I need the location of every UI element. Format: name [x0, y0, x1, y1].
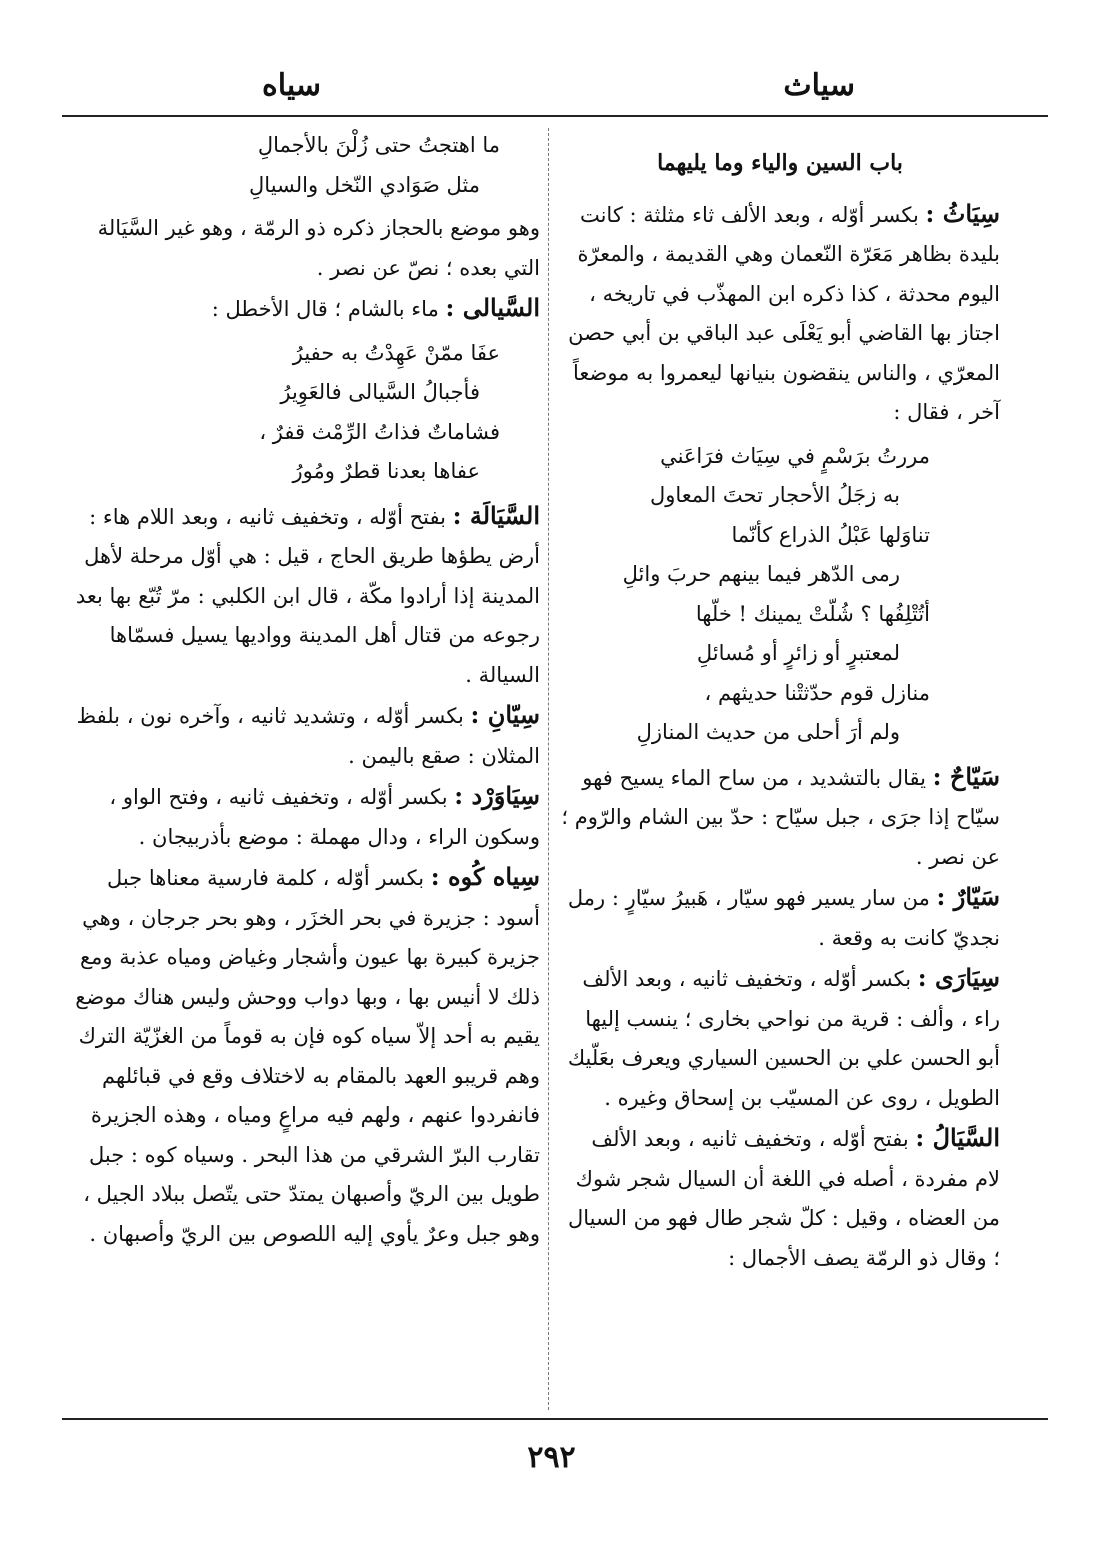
headword: سِياه كُوه :	[430, 862, 540, 891]
headword: سِيَاثُ :	[925, 198, 1000, 228]
verse-line: لمعتبرٍ أو زائرٍ أو مُسائلِ	[696, 641, 900, 665]
bottom-rule	[62, 1418, 1048, 1420]
entry-text: بكسر أوّله ، كلمة فارسية معناها جبل أسود : جزيرة في بحر الخزَر ، وهو بحر جرجان ، وهي جزيرة كبيرة بها عيون وأشجار وغياض ومياه عذبة ومع ذلك لا أنيس بها ، وبها دواب ووحش وليس هناك موضع يقيم به أحد إلاّ سياه كوه فإن به قوماً من الغزّيّة الترك وهم قريبو العهد بالمقام به لاختلاف وقع في قبائلهم فانفردوا عنهم ، ولهم فيه مراعٍ ومياه ، وهذه الجزيرة تقارب البرّ الشرقي من هذا البحر . وسياه كوه : جبل طويل بين الريّ وأصبهان يمتدّ حتى يتّصل ببلاد الجيل ، وهو جبل وعرٌ يأوي إليه اللصوص بين الريّ وأصبهان .	[75, 866, 540, 1246]
entry-al-sayyala	[70, 496, 540, 696]
entry-sayyar	[560, 877, 1000, 958]
verse-block-siyath	[560, 437, 1000, 753]
entry-text: بكسر أوّله ، وتشديد ثانيه ، وآخره نون ، بلفظ المثلان : صقع باليمن .	[76, 704, 540, 768]
page-number: ٢٩٢	[527, 1440, 576, 1475]
entry-siyyan	[70, 695, 540, 776]
verse-block-akhtal	[70, 334, 540, 492]
verse-block-dhu-al-rumma	[70, 126, 540, 205]
headword: سِيَارَى :	[917, 963, 1000, 992]
headword: السَّيالى :	[445, 293, 540, 322]
verse-line: رمى الدّهر فيما بينهم حربَ وائلِ	[622, 562, 900, 586]
column-divider	[548, 128, 549, 1410]
entry-text: بكسر أوّله ، وتخفيف ثانيه ، وفتح الواو ، وسكون الراء ، ودال مهملة : موضع بأذربيجان .	[109, 785, 540, 849]
headword: سَيّاحٌ :	[932, 761, 1000, 791]
entry-text: بكسر أوّله ، وبعد الألف ثاء مثلثة : كانت بليدة بظاهر مَعَرّة النّعمان وهي القديمة ، والمعرّة اليوم محدثة ، كذا ذكره ابن المهذّب في تاريخه ، اجتاز بها القاضي أبو يَعْلَى عبد الباقي بن أبي حصن المعرّي ، والناس ينقضون بنيانها ليعمروا به موضعاً آخر ، فقال :	[568, 202, 1000, 424]
entry-text: بفتح أوّله ، وتخفيف ثانيه ، وبعد اللام هاء : أرض يطؤها طريق الحاج ، قيل : هي أوّل مرحلة لأهل المدينة إذا أرادوا مكّة ، قال ابن الكلبي : مرّ تُبّع بها بعد رجوعه من قتال أهل المدينة وواديها يسيل فسمّاها السيالة .	[75, 504, 540, 687]
verse-line: عفَا ممّنْ عَهِدْتُ به حفيرُ	[292, 340, 500, 365]
entry-text: يقال بالتشديد ، من ساح الماء يسيح فهو سيّاح إذا جرَى ، جبل سيّاح : حدّ بين الشام والرّوم ؛ عن نصر .	[561, 765, 1000, 869]
entry-sayyah	[560, 757, 1000, 878]
verse-line: فأجبالُ السَّيالى فالعَوِيرُ	[280, 380, 480, 404]
verse-line: منازل قوم حدّثتْنا حديثهم ،	[704, 680, 930, 705]
left-column	[70, 122, 540, 1254]
verse-line: أتُتْلِفُها ؟ شُلّتْ يمينك ! خلّها	[695, 601, 930, 626]
right-column	[560, 122, 1000, 1278]
headword: سِيَاوَرْد :	[454, 781, 540, 810]
headword: سَيّارٌ :	[936, 882, 1000, 911]
entry-siyaward	[70, 776, 540, 857]
entry-text: وهو موضع بالحجاز ذكره ذو الرمّة ، وهو غير السَّيَالة التي بعده ؛ نصّ عن نصر .	[97, 216, 540, 280]
running-header-right: سياث	[783, 68, 855, 103]
headword: السَّيَالُ :	[915, 1123, 1000, 1152]
headword: السَّيَالَة :	[452, 500, 540, 530]
headword: سِيّانِ :	[470, 700, 540, 729]
verse-line: به زجَلُ الأحجار تحتَ المعاول	[649, 483, 900, 507]
verse-line: عفاها بعدنا قطرٌ ومُورُ	[292, 459, 480, 483]
entry-al-sayala	[70, 288, 540, 330]
top-rule	[62, 115, 1048, 117]
verse-line: مررتُ برَسْمٍ في سِيَاث فرَاعَني	[660, 443, 930, 468]
entry-text: من سار يسير فهو سيّار ، هَبيرُ سيّارٍ : رمل نجديّ كانت به وقعة .	[567, 886, 1000, 950]
entry-siyah-kuh	[70, 857, 540, 1254]
verse-line: تناوَلها عَبْلُ الذراع كأنّما	[731, 522, 930, 547]
verse-line: فشاماتٌ فذاتُ الرِّمْث قفرٌ ،	[259, 419, 500, 444]
verse-line: ولم أرَ أحلى من حديث المنازلِ	[636, 720, 900, 744]
entry-siyara	[560, 958, 1000, 1118]
verse-line: ما اهتجتُ حتى زُلْنَ بالأجمالِ	[257, 133, 500, 157]
entry-siyath	[560, 194, 1000, 433]
verse-line: مثل صَوَادي النّخل والسيالِ	[249, 172, 480, 197]
entry-text: بكسر أوّله ، وتخفيف ثانيه ، وبعد الألف راء ، وألف : قرية من نواحي بخارى ؛ ينسب إليها أبو الحسن علي بن الحسين السياري ويعرف بعَلّيك الطويل ، روى عن المسيّب بن إسحاق وغيره .	[567, 967, 1000, 1110]
entry-continuation	[70, 209, 540, 288]
section-title: باب السين والياء وما يليهما	[657, 150, 903, 176]
running-header-left: سياه	[262, 68, 322, 103]
entry-al-sayal	[560, 1118, 1000, 1278]
entry-text: بفتح أوّله ، وتخفيف ثانيه ، وبعد الألف لام مفردة ، أصله في اللغة أن السيال شجر شوك من العضاه ، وقيل : كلّ شجر طال فهو من السيال ؛ وقال ذو الرمّة يصف الأجمال :	[567, 1127, 1000, 1270]
entry-text: ماء بالشام ؛ قال الأخطل :	[211, 297, 439, 321]
